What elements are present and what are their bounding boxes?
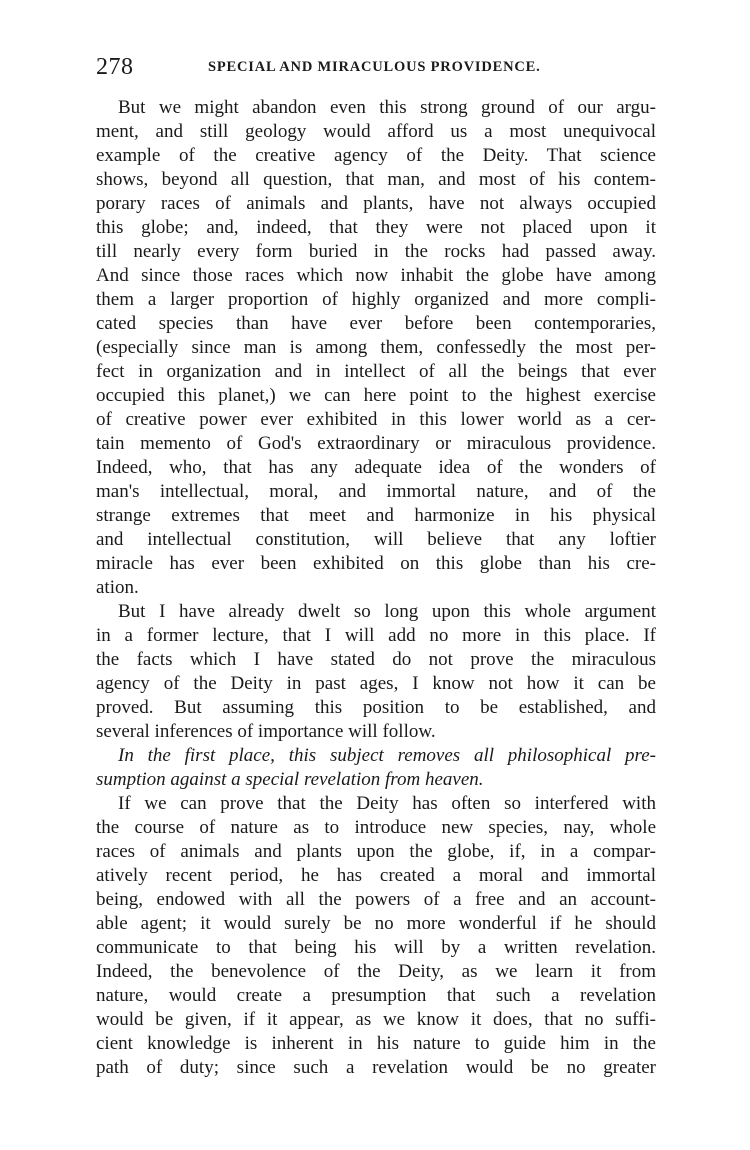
text-line: in a former lecture, that I will add no more in this place. If bbox=[96, 625, 656, 646]
text-line: being, endowed with all the powers of a free and an account- bbox=[96, 889, 656, 910]
text-line: atively recent period, he has created a moral and immortal bbox=[96, 865, 656, 886]
text-line: proved. But assuming this position to be established, and bbox=[96, 697, 656, 718]
text-line: example of the creative agency of the Deity. That science bbox=[96, 145, 656, 166]
text-line: But I have already dwelt so long upon this whole argument bbox=[118, 601, 656, 622]
text-line: would be given, if it appear, as we know it does, that no suffi- bbox=[96, 1009, 656, 1030]
text-line: Indeed, who, that has any adequate idea of the wonders of bbox=[96, 457, 656, 478]
italic-paragraph bbox=[96, 744, 656, 792]
text-line: If we can prove that the Deity has often so interfered with bbox=[118, 793, 656, 814]
text-line: several inferences of importance will follow. bbox=[96, 721, 436, 742]
text-line: And since those races which now inhabit the globe have among bbox=[96, 265, 656, 286]
body-text bbox=[96, 96, 656, 1080]
text-line: sumption against a special revelation from heaven. bbox=[96, 769, 484, 790]
text-line: miracle has ever been exhibited on this globe than his cre- bbox=[96, 553, 656, 574]
text-line: In the first place, this subject removes all philosophical pre- bbox=[118, 745, 656, 766]
text-line: tain memento of God's extraordinary or miraculous providence. bbox=[96, 433, 656, 454]
text-line: But we might abandon even this strong ground of our argu- bbox=[118, 97, 656, 118]
text-line: shows, beyond all question, that man, and most of his contem- bbox=[96, 169, 656, 190]
text-line: the facts which I have stated do not prove the miraculous bbox=[96, 649, 656, 670]
paragraph bbox=[96, 96, 656, 600]
paragraph bbox=[96, 792, 656, 1080]
text-line: (especially since man is among them, confessedly the most per- bbox=[96, 337, 656, 358]
text-line: man's intellectual, moral, and immortal nature, and of the bbox=[96, 481, 656, 502]
text-line: ment, and still geology would afford us a most unequivocal bbox=[96, 121, 656, 142]
running-head: SPECIAL AND MIRACULOUS PROVIDENCE. bbox=[208, 59, 541, 75]
text-line: this globe; and, indeed, that they were not placed upon it bbox=[96, 217, 656, 238]
text-line: cient knowledge is inherent in his nature to guide him in the bbox=[96, 1033, 656, 1054]
text-line: fect in organization and in intellect of all the beings that ever bbox=[96, 361, 656, 382]
text-line: them a larger proportion of highly organized and more compli- bbox=[96, 289, 656, 310]
text-line: the course of nature as to introduce new species, nay, whole bbox=[96, 817, 656, 838]
text-line: till nearly every form buried in the rocks had passed away. bbox=[96, 241, 656, 262]
text-line: of creative power ever exhibited in this lower world as a cer- bbox=[96, 409, 656, 430]
text-line: cated species than have ever before been contemporaries, bbox=[96, 313, 656, 334]
text-line: communicate to that being his will by a written revelation. bbox=[96, 937, 656, 958]
paragraph bbox=[96, 600, 656, 744]
text-line: agency of the Deity in past ages, I know not how it can be bbox=[96, 673, 656, 694]
page-header bbox=[96, 52, 656, 82]
text-line: Indeed, the benevolence of the Deity, as we learn it from bbox=[96, 961, 656, 982]
text-line: nature, would create a presumption that such a revelation bbox=[96, 985, 656, 1006]
text-line: path of duty; since such a revelation would be no greater bbox=[96, 1057, 656, 1078]
text-line: and intellectual constitution, will believe that any loftier bbox=[96, 529, 656, 550]
text-line: strange extremes that meet and harmonize in his physical bbox=[96, 505, 656, 526]
text-line: able agent; it would surely be no more wonderful if he should bbox=[96, 913, 656, 934]
text-line: porary races of animals and plants, have not always occupied bbox=[96, 193, 656, 214]
text-line: races of animals and plants upon the globe, if, in a compar- bbox=[96, 841, 656, 862]
page-number: 278 bbox=[96, 54, 134, 80]
text-line: ation. bbox=[96, 577, 139, 598]
text-line: occupied this planet,) we can here point to the highest exercise bbox=[96, 385, 656, 406]
